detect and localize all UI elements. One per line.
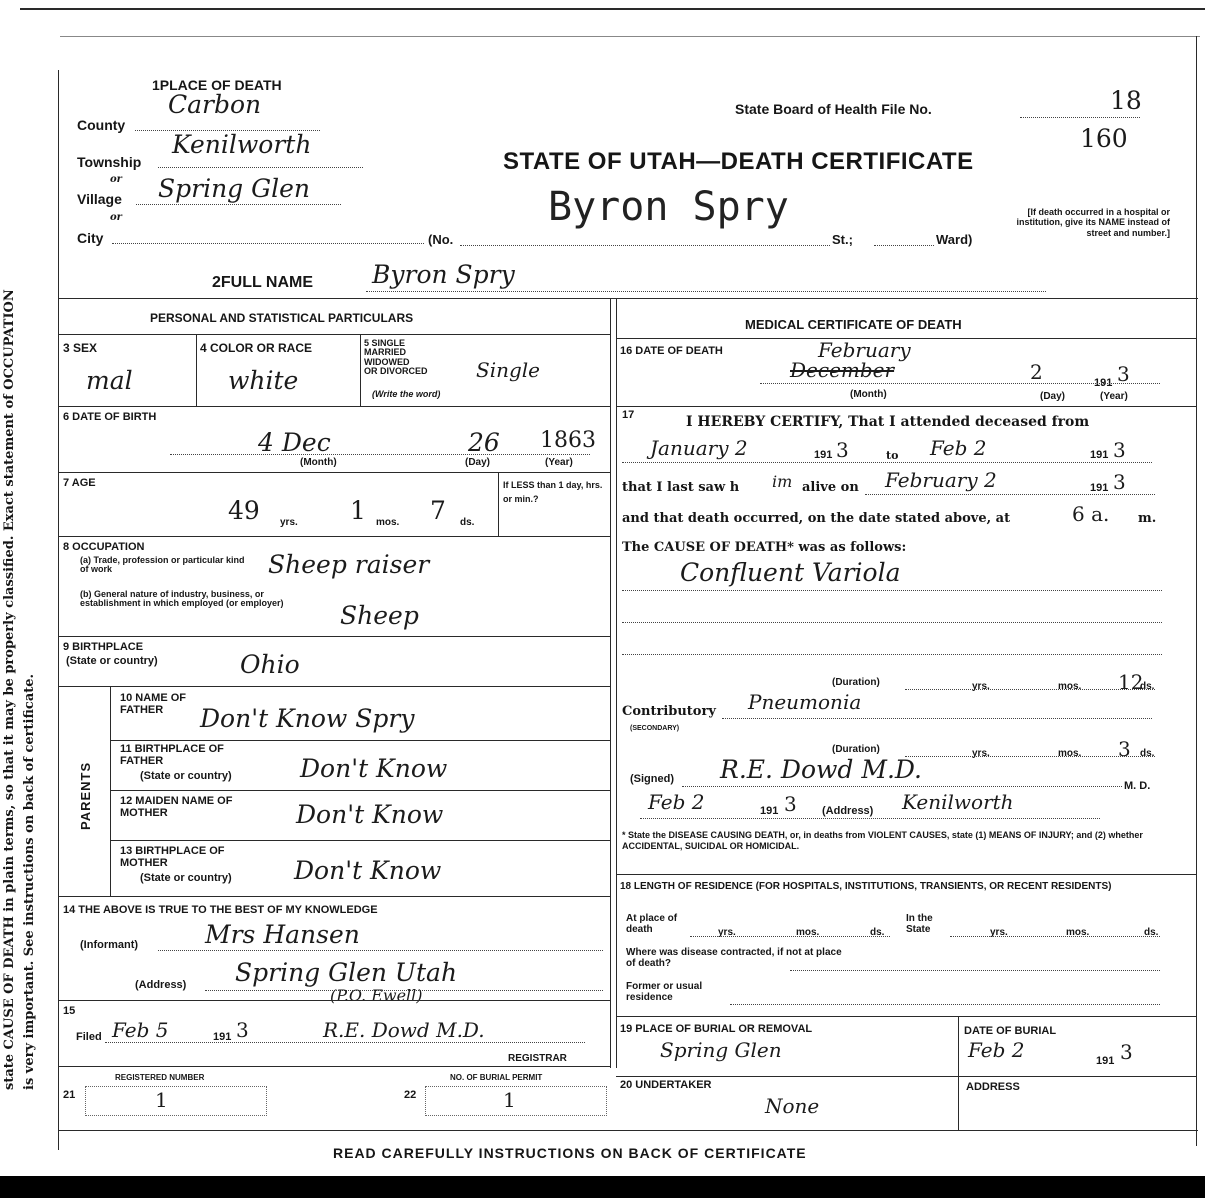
filed-date: Feb 5 — [112, 1018, 169, 1042]
sex-value: mal — [86, 366, 133, 395]
informant-address-label: (Address) — [135, 979, 187, 991]
contributory-cause: Pneumonia — [748, 690, 862, 714]
burial-permit-value: 1 — [503, 1088, 516, 1112]
age-years: 49 — [228, 496, 260, 525]
typed-name: Byron Spry — [548, 184, 789, 230]
birthplace-value: Ohio — [240, 650, 300, 679]
footer-instructions: READ CAREFULLY INSTRUCTIONS ON BACK OF CERTIFICATE — [333, 1145, 807, 1161]
attended-to: Feb 2 — [930, 436, 987, 460]
duration-2-days: 3 — [1118, 737, 1131, 761]
left-border — [58, 70, 59, 1150]
dob-month: 4 Dec — [258, 428, 331, 457]
undertaker-value: None — [765, 1094, 820, 1118]
dob-label: 6 DATE OF BIRTH — [63, 411, 157, 423]
marital-hint: (Write the word) — [372, 389, 441, 399]
file-label: State Board of Health File No. — [735, 101, 932, 117]
registered-value: 1 — [155, 1088, 168, 1112]
village-label: Village — [77, 191, 122, 207]
last-seen-date: February 2 — [885, 468, 997, 492]
age-months: 1 — [350, 496, 366, 525]
burial-date: Feb 2 — [968, 1038, 1025, 1062]
occupation-a-value: Sheep raiser — [268, 550, 430, 579]
mother-bp-value: Don't Know — [294, 856, 442, 885]
informant-label: (Informant) — [80, 939, 139, 951]
margin-note-line1: state CAUSE OF DEATH in plain terms, so that it may be properly classified. Exact statement of OCCUPATION — [2, 289, 17, 1090]
filed-signer: R.E. Dowd M.D. — [323, 1018, 485, 1042]
date-of-death-label: 16 DATE OF DEATH — [620, 345, 723, 357]
top-rule — [60, 36, 1200, 37]
margin-note-line2: is very important. See instructions on back of certificate. — [22, 673, 37, 1090]
st-label: St.; — [832, 232, 853, 247]
right-border — [1196, 36, 1197, 1146]
mother-bp-label: 13 BIRTHPLACE OF MOTHER — [120, 845, 225, 869]
informant-name: Mrs Hansen — [205, 920, 360, 949]
sex-label: 3 SEX — [63, 341, 98, 355]
registered-box — [85, 1086, 267, 1116]
physician-signature: R.E. Dowd M.D. — [720, 755, 923, 784]
color-label: 4 COLOR OR RACE — [200, 341, 313, 355]
undertaker-label: 20 UNDERTAKER — [620, 1079, 712, 1091]
mother-label: 12 MAIDEN NAME OF MOTHER — [120, 795, 233, 819]
burial-date-label: DATE OF BURIAL — [964, 1025, 1057, 1037]
color-value: white — [228, 366, 299, 395]
physician-address: Kenilworth — [902, 790, 1014, 814]
burial-year: 3 — [1120, 1040, 1133, 1064]
personal-heading: PERSONAL AND STATISTICAL PARTICULARS — [150, 311, 414, 325]
top-edge-line — [20, 8, 1205, 10]
file-number-2: 160 — [1080, 124, 1128, 153]
registered-label: REGISTERED NUMBER — [115, 1073, 205, 1082]
cause-label: The CAUSE OF DEATH* was as follows: — [622, 540, 907, 555]
occupation-a-label: (a) Trade, profession or particular kind of work — [80, 555, 245, 575]
occupation-b-value: Sheep — [340, 601, 419, 630]
age-days: 7 — [430, 496, 446, 525]
parents-side-label: PARENTS — [78, 761, 93, 830]
occupation-b-label: (b) General nature of industry, business, or establishment in which employed (or employer) — [80, 589, 284, 609]
birthplace-label: 9 BIRTHPLACE — [63, 641, 144, 653]
burial-permit-box — [425, 1086, 607, 1116]
main-top-line — [58, 298, 1198, 299]
hospital-note: [If death occurred in a hospital or institution, give its NAME instead of street and number.] — [1016, 207, 1170, 238]
township-label: Township — [77, 154, 142, 170]
county-value: Carbon — [168, 90, 262, 119]
medical-heading: MEDICAL CERTIFICATE OF DEATH — [745, 317, 962, 332]
age-label: 7 AGE — [63, 477, 96, 489]
death-month-struck: December — [790, 358, 895, 382]
father-bp-value: Don't Know — [300, 754, 448, 783]
former-residence-label: Former or usual residence — [626, 981, 703, 1003]
signed-date: Feb 2 — [648, 790, 705, 814]
occupation-label: 8 OCCUPATION — [63, 541, 145, 553]
county-label: County — [77, 117, 126, 133]
undertaker-address-label: ADDRESS — [966, 1081, 1020, 1093]
duration-1-days: 12 — [1118, 670, 1144, 694]
contracted-label: Where was disease contracted, if not at place of death? — [626, 947, 842, 969]
death-day: 2 — [1030, 360, 1043, 384]
mother-value: Don't Know — [296, 800, 444, 829]
dob-day: 26 — [468, 428, 500, 457]
column-divider — [610, 298, 611, 1068]
death-time: 6 a. — [1072, 502, 1110, 526]
cause-footnote: * State the DISEASE CAUSING DEATH, or, in deaths from VIOLENT CAUSES, state (1) MEANS OF INJURY; and (2) whether ACCIDENTAL, SUICIDAL OR HOMICIDAL. — [622, 830, 1143, 852]
last-saw-text: that I last saw h — [622, 480, 740, 495]
residence-heading: 18 LENGTH OF RESIDENCE (FOR HOSPITALS, INSTITUTIONS, TRANSIENTS, OR RECENT RESIDENTS) — [620, 881, 1112, 892]
full-name-label: 2FULL NAME — [212, 274, 314, 291]
certificate-title: STATE OF UTAH—DEATH CERTIFICATE — [503, 148, 974, 175]
city-label: City — [77, 230, 104, 246]
registrar-label: REGISTRAR — [508, 1053, 567, 1064]
full-name-value: Byron Spry — [372, 260, 515, 289]
occurred-text: and that death occurred, on the date stated above, at — [622, 511, 1011, 526]
attended-from: January 2 — [650, 436, 748, 460]
informant-address-2: (P.O. Ewell) — [330, 986, 423, 1005]
death-year: 3 — [1117, 362, 1130, 386]
informant-heading: 14 THE ABOVE IS TRUE TO THE BEST OF MY KNOWLEDGE — [63, 904, 378, 916]
place-heading: 1PLACE OF DEATH — [152, 77, 282, 93]
marital-label: 5 SINGLE MARRIED WIDOWED OR DIVORCED — [364, 338, 428, 377]
ward-label: Ward) — [936, 232, 973, 247]
township-value: Kenilworth — [172, 130, 312, 159]
contributory-label: Contributory — [622, 704, 716, 719]
informant-address: Spring Glen Utah — [235, 958, 458, 987]
certify-text: I HEREBY CERTIFY, That I attended deceased from — [686, 414, 1090, 430]
dob-year: 1863 — [540, 428, 596, 453]
village-value: Spring Glen — [158, 174, 310, 203]
burial-permit-label: NO. OF BURIAL PERMIT — [450, 1073, 543, 1082]
father-value: Don't Know Spry — [200, 704, 415, 733]
bottom-line — [58, 1130, 1198, 1131]
death-month: February — [818, 338, 911, 362]
file-number: 18 — [1110, 86, 1142, 115]
less-label: If LESS than 1 day, hrs. or min.? — [503, 480, 603, 505]
no-label: (No. — [428, 232, 454, 247]
cause-of-death: Confluent Variola — [680, 558, 901, 587]
filed-label: Filed — [76, 1031, 102, 1043]
father-label: 10 NAME OF FATHER — [120, 692, 187, 716]
marital-value: Single — [476, 358, 541, 382]
burial-place-label: 19 PLACE OF BURIAL OR REMOVAL — [620, 1023, 813, 1035]
scan-edge — [0, 1176, 1205, 1198]
father-bp-label: 11 BIRTHPLACE OF FATHER — [120, 743, 224, 767]
burial-place: Spring Glen — [660, 1038, 782, 1062]
